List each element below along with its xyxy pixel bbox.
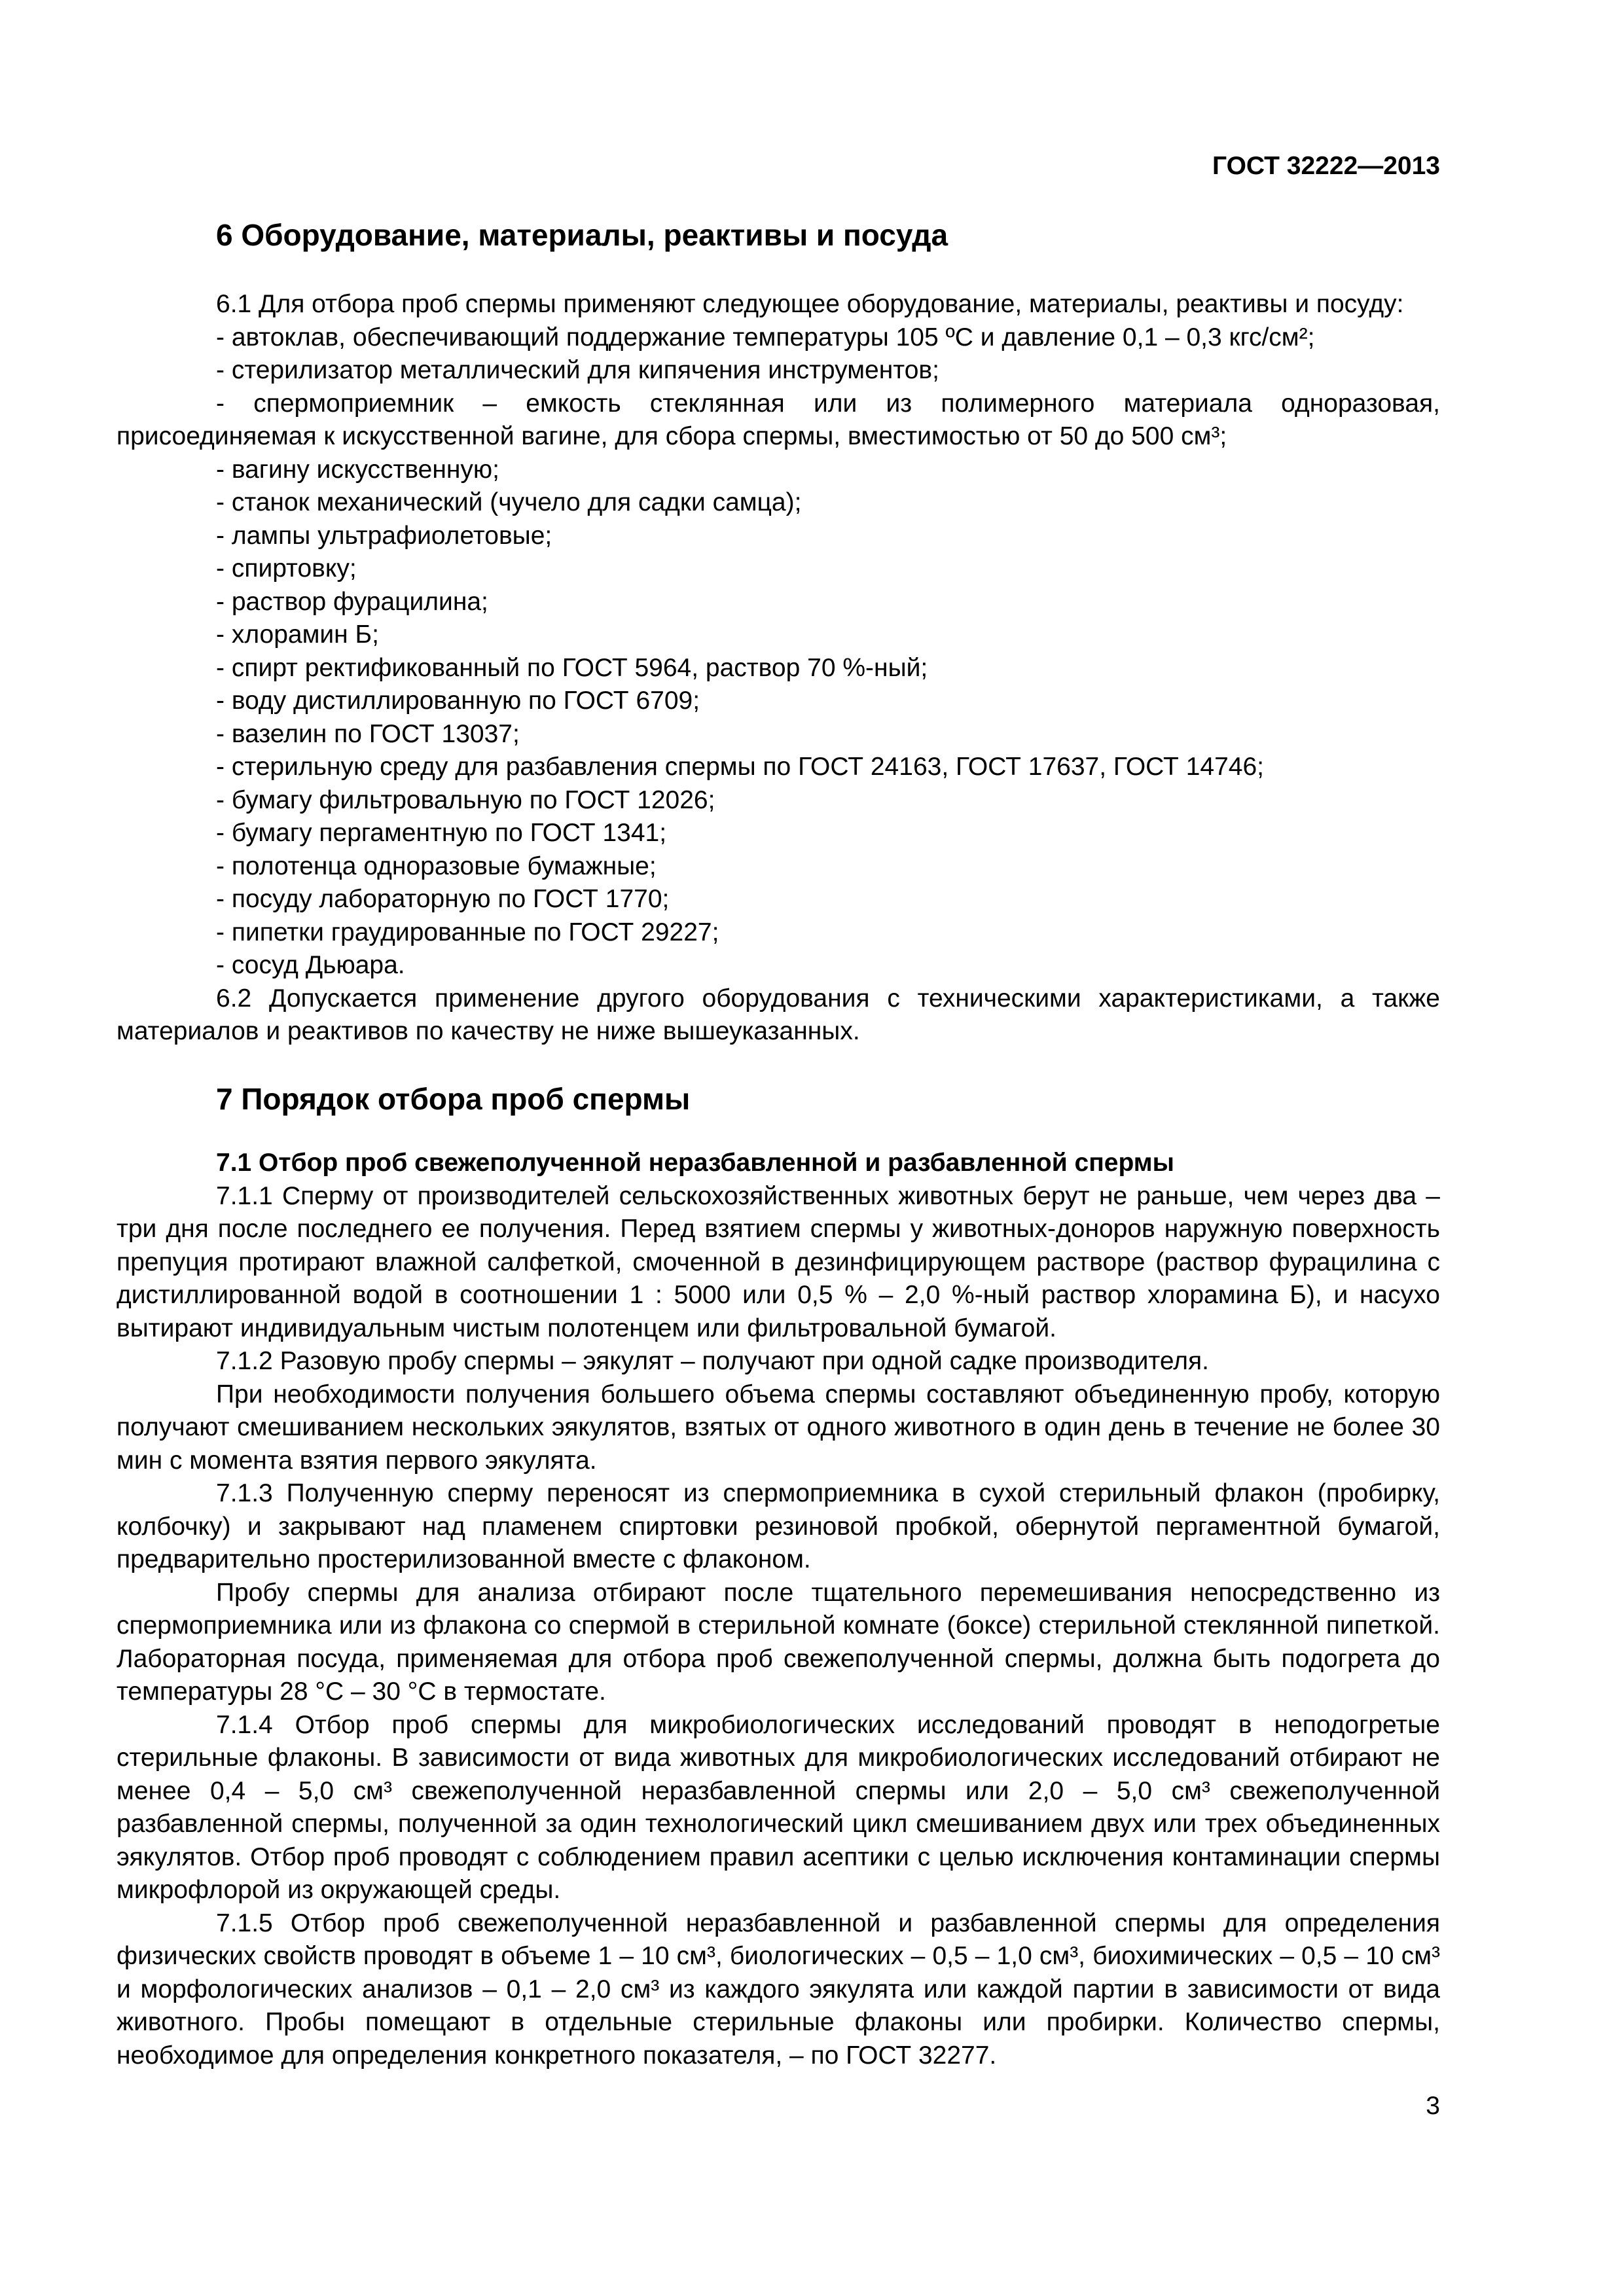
list-item: - стерилизатор металлический для кипячения инструментов; [216, 356, 939, 384]
paragraph-7-1-2-b: При необходимости получения большего объема спермы составляют объединенную пробу, которую получают смешиванием нескольких эякулятов, взятых от одного животного в один день в течение не более 30 мин с момента взятия первого эякулята. [117, 1380, 1440, 1475]
list-item: - спирт ректификованный по ГОСТ 5964, раствор 70 %-ный; [216, 653, 928, 682]
list-item: - бумагу пергаментную по ГОСТ 1341; [216, 819, 667, 847]
list-item: - пипетки граудированные по ГОСТ 29227; [216, 918, 719, 946]
paragraph-7-1-4: 7.1.4 Отбор проб спермы для микробиологических исследований проводят в неподогретые стерильные флаконы. В зависимости от вида животных для микробиологических исследований отбирают не менее 0,4 – 5,0 см³ свежеполученной неразбавленной спермы или 2,0 – 5,0 см³ свежеполученной разбавленной спермы, полученной за один технологический цикл смешиванием двух или трех объединенных эякулятов. Отбор проб проводят с соблюдением правил асептики с целью исключения контаминации спермы микрофлорой из окружающей среды. [117, 1710, 1440, 1904]
list-item: - бумагу фильтровальную по ГОСТ 12026; [216, 785, 715, 814]
list-item: - вазелин по ГОСТ 13037; [216, 719, 520, 748]
list-item: - спермоприемник – емкость стеклянная или из полимерного материала одноразовая, присоединяемая к искусственной вагине, для сбора спермы, вместимостью от 50 до 500 см³; [117, 389, 1440, 450]
subsection-7-1-title: 7.1 Отбор проб свежеполученной неразбавленной и разбавленной спермы [216, 1149, 1174, 1177]
section-6-body [117, 288, 1440, 1049]
list-item: - раствор фурацилина; [216, 587, 488, 616]
list-item: - хлорамин Б; [216, 620, 379, 649]
paragraph-7-1-1: 7.1.1 Сперму от производителей сельскохозяйственных животных берут не раньше, чем через два – три дня после последнего ее получения. Перед взятием спермы у животных-доноров наружную поверхность препуция протирают влажной салфеткой, смоченной в дезинфицирующем растворе (раствор фурацилина с дистиллированной водой в соотношении 1 : 5000 или 0,5 % – 2,0 %-ный раствор хлорамина Б), и насухо вытирают индивидуальным чистым полотенцем или фильтровальной бумагой. [117, 1181, 1440, 1342]
paragraph-7-1-2: 7.1.2 Разовую пробу спермы – эякулят – получают при одной садке производителя. [216, 1347, 1209, 1375]
list-item: - станок механический (чучело для садки самца); [216, 488, 802, 516]
page-number: 3 [1426, 2092, 1440, 2120]
list-item: - сосуд Дьюара. [216, 951, 405, 979]
section-7-title: 7 Порядок отбора проб спермы [216, 1082, 691, 1116]
list-item: - воду дистиллированную по ГОСТ 6709; [216, 687, 700, 715]
list-item: - автоклав, обеспечивающий поддержание температуры 105 ºС и давление 0,1 – 0,3 кгс/см²; [216, 323, 1315, 351]
paragraph-6-2: 6.2 Допускается применение другого оборудования с техническими характеристиками, а также материалов и реактивов по качеству не ниже вышеуказанных. [117, 984, 1440, 1045]
list-item: - лампы ультрафиолетовые; [216, 521, 552, 550]
section-7-body [117, 1147, 1440, 2072]
standard-number: ГОСТ 32222—2013 [1212, 152, 1440, 180]
list-item: - полотенца одноразовые бумажные; [216, 852, 657, 880]
paragraph-7-1-3: 7.1.3 Полученную сперму переносят из спермоприемника в сухой стерильный флакон (пробирку, колбочку) и закрывают над пламенем спиртовки резиновой пробкой, обернутой пергаментной бумагой, предварительно простерилизованной вместе с флаконом. [117, 1479, 1440, 1573]
paragraph-7-1-3-b: Пробу спермы для анализа отбирают после тщательного перемешивания непосредственно из спермоприемника или из флакона со спермой в стерильной комнате (боксе) стерильной стеклянной пипеткой. Лабораторная посуда, применяемая для отбора проб свежеполученной спермы, должна быть подогрета до температуры 28 °С – 30 °С в термостате. [117, 1578, 1440, 1706]
paragraph-7-1-5: 7.1.5 Отбор проб свежеполученной неразбавленной и разбавленной спермы для определения физических свойств проводят в объеме 1 – 10 см³, биологических – 0,5 – 1,0 см³, биохимических – 0,5 – 10 см³ и морфологических анализов – 0,1 – 2,0 см³ из каждого эякулята или каждой партии в зависимости от вида животного. Пробы помещают в отдельные стерильные флаконы или пробирки. Количество спермы, необходимое для определения конкретного показателя, – по ГОСТ 32277. [117, 1909, 1440, 2070]
list-item: - посуду лабораторную по ГОСТ 1770; [216, 885, 670, 913]
list-item: - вагину искусственную; [216, 455, 500, 484]
list-item: - стерильную среду для разбавления спермы по ГОСТ 24163, ГОСТ 17637, ГОСТ 14746; [216, 753, 1264, 781]
paragraph-6-1: 6.1 Для отбора проб спермы применяют следующее оборудование, материалы, реактивы и посуду: [216, 290, 1404, 318]
list-item: - спиртовку; [216, 554, 357, 583]
section-6-title: 6 Оборудование, материалы, реактивы и посуда [216, 218, 948, 252]
